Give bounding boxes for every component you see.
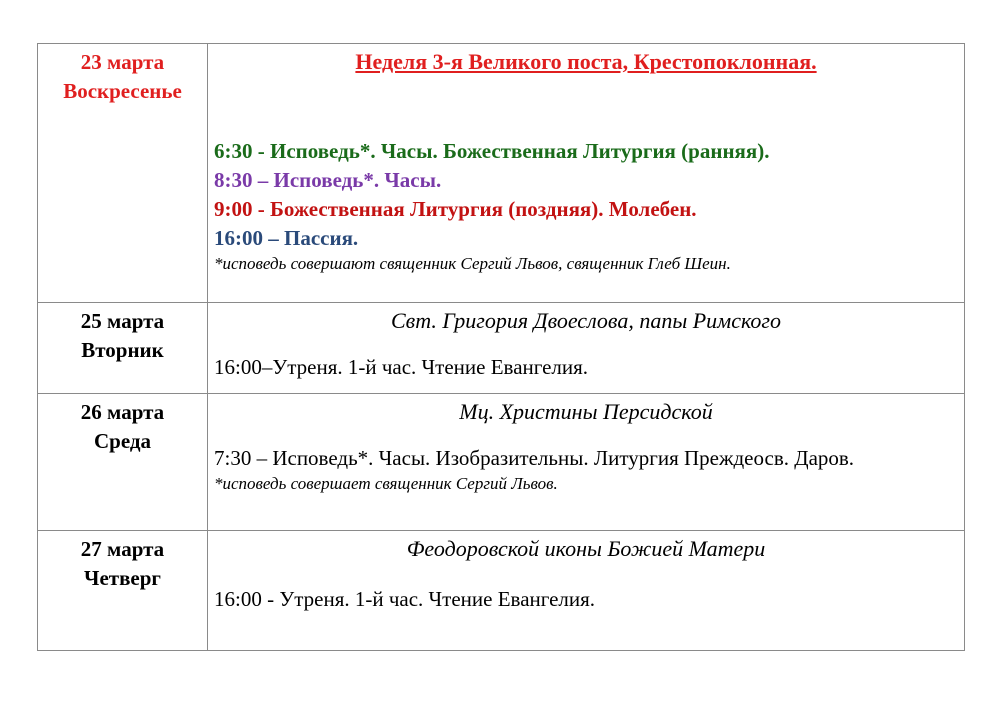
day-date: 25 марта bbox=[80, 309, 165, 333]
day-weekday: Вторник bbox=[81, 338, 164, 362]
day-date: 27 марта bbox=[80, 537, 165, 561]
service-line: 16:00 – Пассия. bbox=[214, 226, 359, 250]
table-row bbox=[38, 531, 965, 651]
day-date: 23 марта bbox=[80, 50, 165, 74]
service-line: 8:30 – Исповедь*. Часы. bbox=[214, 168, 442, 192]
date-cell bbox=[38, 531, 208, 651]
info-cell bbox=[208, 394, 965, 531]
info-cell bbox=[208, 531, 965, 651]
table-row bbox=[38, 303, 965, 394]
schedule-table bbox=[37, 43, 965, 651]
date-cell bbox=[38, 394, 208, 531]
spacer bbox=[214, 426, 958, 444]
spacer bbox=[214, 563, 958, 585]
table-row bbox=[38, 394, 965, 531]
date-cell bbox=[38, 44, 208, 303]
feast-title: Феодоровской иконы Божией Матери bbox=[406, 536, 766, 561]
feast-title: Неделя 3-я Великого поста, Крестопоклонная. bbox=[355, 49, 817, 74]
service-line: 6:30 - Исповедь*. Часы. Божественная Литургия (ранняя). bbox=[214, 139, 770, 163]
service-line: 16:00–Утреня. 1-й час. Чтение Евангелия. bbox=[214, 355, 589, 379]
confession-note: *исповедь совершают священник Сергий Львов, священник Глеб Шеин. bbox=[214, 254, 731, 273]
info-cell bbox=[208, 303, 965, 394]
feast-title: Свт. Григория Двоеслова, папы Римского bbox=[390, 308, 782, 333]
confession-note: *исповедь совершает священник Сергий Львов. bbox=[214, 474, 558, 493]
service-line: 9:00 - Божественная Литургия (поздняя). Молебен. bbox=[214, 197, 697, 221]
day-date: 26 марта bbox=[80, 400, 165, 424]
spacer bbox=[214, 335, 958, 353]
service-line: 7:30 – Исповедь*. Часы. Изобразительны. Литургия Преждеосв. Даров. bbox=[214, 446, 855, 470]
feast-title: Мц. Христины Персидской bbox=[459, 399, 713, 424]
date-cell bbox=[38, 303, 208, 394]
spacer bbox=[214, 76, 958, 137]
day-weekday: Среда bbox=[93, 429, 151, 453]
service-line: 16:00 - Утреня. 1-й час. Чтение Евангелия. bbox=[214, 587, 596, 611]
info-cell bbox=[208, 44, 965, 303]
day-weekday: Четверг bbox=[84, 566, 161, 590]
table-row bbox=[38, 44, 965, 303]
day-weekday: Воскресенье bbox=[63, 79, 182, 103]
